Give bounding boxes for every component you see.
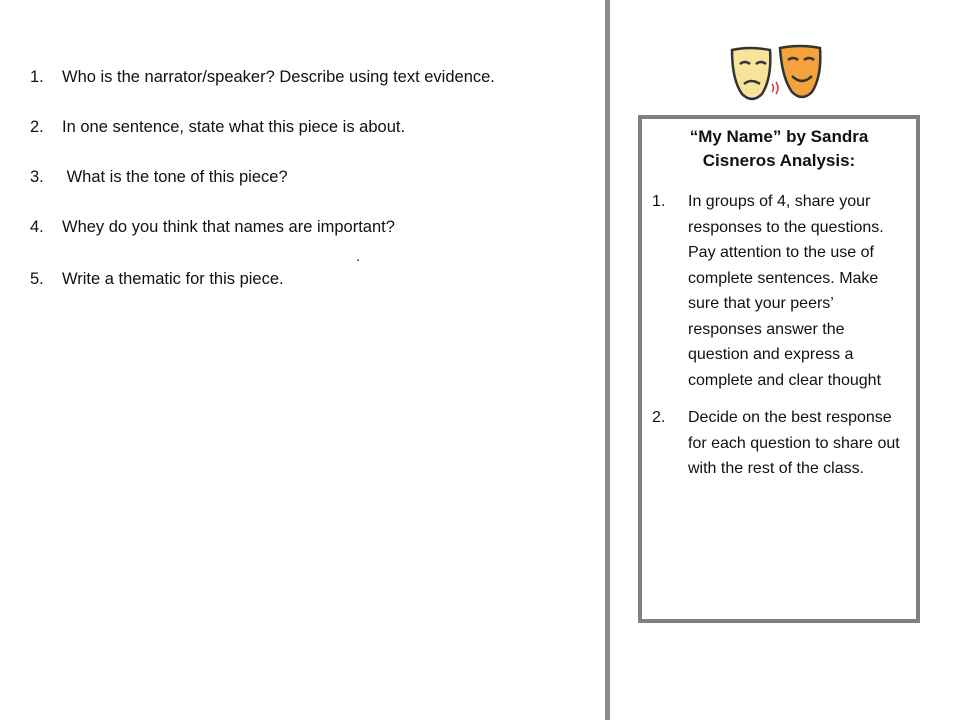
question-number: 5.: [30, 270, 44, 288]
question-text: What is the tone of this piece?: [62, 168, 288, 186]
item-text: In groups of 4, share your responses to the questions. Pay attention to the use of complete sentences. Make sure that your peers’ responses answer the question and express a complete and clear thought: [688, 193, 884, 389]
question-2: [30, 118, 405, 137]
question-3: [30, 168, 288, 187]
instructions-list: [642, 189, 916, 482]
vertical-divider: [605, 0, 610, 720]
panel-title: “My Name” by Sandra Cisneros Analysis:: [689, 127, 869, 170]
question-number: 2.: [30, 118, 44, 136]
question-text: Whey do you think that names are important?: [62, 218, 395, 236]
item-number: 1.: [652, 193, 666, 210]
list-item: [652, 405, 902, 482]
question-number: 1.: [30, 68, 44, 86]
item-number: 2.: [652, 409, 666, 426]
question-5: [30, 270, 284, 289]
question-text: Write a thematic for this piece.: [62, 270, 284, 288]
theater-masks-icon: [728, 44, 824, 106]
question-text: In one sentence, state what this piece is about.: [62, 118, 406, 136]
question-text: Who is the narrator/speaker? Describe using text evidence.: [62, 68, 495, 86]
item-text: Decide on the best response for each question to share out with the rest of the class.: [688, 409, 900, 477]
question-1: [30, 68, 495, 87]
list-item: [652, 189, 902, 393]
question-number: 3.: [30, 168, 44, 186]
stray-mark: .: [356, 248, 360, 264]
question-4: [30, 218, 395, 237]
question-number: 4.: [30, 218, 44, 236]
analysis-panel: [638, 115, 920, 623]
